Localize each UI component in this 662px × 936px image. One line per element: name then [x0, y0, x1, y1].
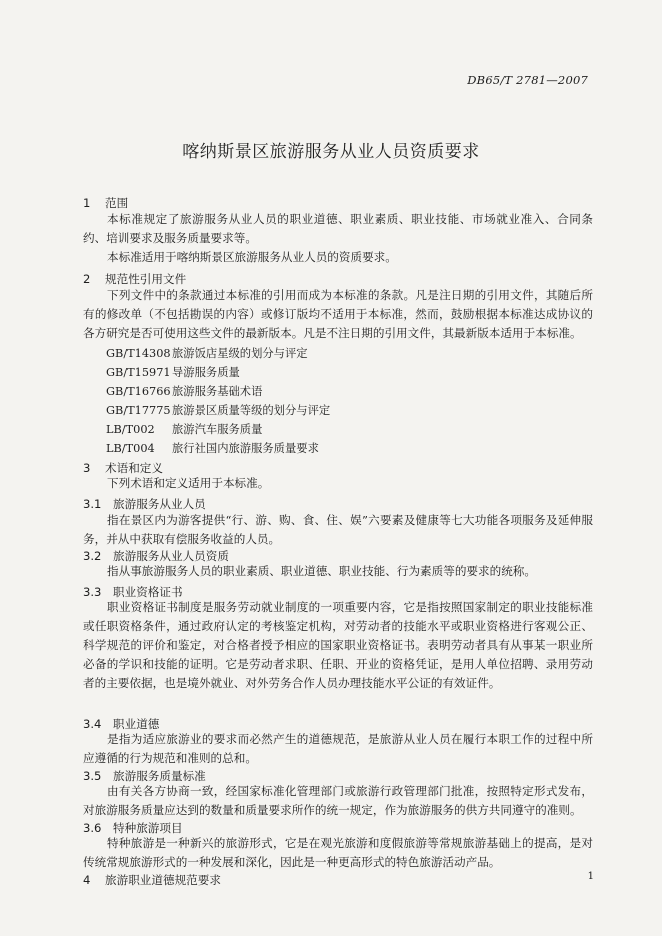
section-3-1-paragraph: 指在景区内为游客提供“行、游、购、食、住、娱”六要素及健康等七大功能各项服务及延伸服务，并从中获取有偿服务收益的人员。 [83, 513, 593, 546]
reference-code: LB/T002 [106, 423, 155, 436]
section-1-paragraph-1: 本标准规定了旅游服务从业人员的职业道德、职业素质、职业技能、市场就业准入、合同条约、培训要求及服务质量要求等。 [83, 212, 593, 245]
document-number: DB65/T 2781—2007 [467, 73, 588, 87]
section-title: 旅游职业道德规范要求 [105, 873, 221, 887]
section-title: 规范性引用文件 [105, 272, 187, 286]
section-3-4-paragraph: 是指为适应旅游业的要求而必然产生的道德规范，是旅游从业人员在履行本职工作的过程中所应遵循的行为规范和准则的总和。 [83, 732, 593, 765]
section-number: 4 [83, 873, 91, 887]
reference-item [106, 383, 262, 399]
section-3-2-paragraph: 指从事旅游服务人员的职业素质、职业道德、职业技能、行为素质等的要求的统称。 [107, 564, 536, 578]
page-number: 1 [587, 871, 594, 882]
reference-code: LB/T004 [106, 442, 155, 455]
section-4-heading [83, 872, 593, 888]
section-2-paragraph: 下列文件中的条款通过本标准的引用而成为本标准的条款。凡是注日期的引用文件，其随后所有的修改单（不包括勘误的内容）或修订版均不适用于本标准，然而，鼓励根据本标准达成协议的各方研究是否可使用这些文件的最新版本。凡是不注日期的引用文件，其最新版本适用于本标准。 [83, 288, 593, 340]
section-3-1-heading [83, 496, 593, 512]
reference-title: 旅游汽车服务质量 [172, 423, 263, 436]
section-number: 2 [83, 272, 91, 286]
section-number: 3.4 [83, 717, 102, 731]
section-3-3-paragraph: 职业资格证书制度是服务劳动就业制度的一项重要内容，它是指按照国家制定的职业技能标准或任职资格条件，通过政府认定的考核鉴定机构，对劳动者的技能水平或职业资格进行客观公正、科学规范的评价和鉴定，对合格者授予相应的国家职业资格证书。表明劳动者具有从事某一职业所必备的学识和技能的证明。它是劳动者求职、任职、开业的资格凭证，是用人单位招聘、录用劳动者的主要依据，也是境外就业、对外劳务合作人员办理技能水平公证的有效证件。 [83, 600, 593, 690]
section-number: 3.3 [83, 585, 102, 599]
section-title: 旅游服务质量标准 [113, 769, 206, 783]
page-title: 喀纳斯景区旅游服务从业人员资质要求 [182, 142, 480, 162]
section-3-paragraph: 下列术语和定义适用于本标准。 [107, 476, 270, 490]
section-number: 3 [83, 461, 91, 475]
section-title: 术语和定义 [105, 461, 163, 475]
section-title: 范围 [105, 196, 129, 210]
section-title: 特种旅游项目 [113, 821, 183, 835]
section-title: 职业资格证书 [113, 585, 183, 599]
reference-title: 旅游饭店星级的划分与评定 [172, 347, 308, 360]
section-3-6-paragraph: 特种旅游是一种新兴的旅游形式，它是在观光旅游和度假旅游等常规旅游基础上的提高，是对传统常规旅游形式的一种发展和深化，因此是一种更高形式的特色旅游活动产品。 [83, 836, 593, 869]
reference-item [106, 345, 308, 361]
section-number: 1 [83, 196, 91, 210]
reference-item [106, 421, 262, 437]
reference-code: GB/T17775 [106, 404, 171, 417]
reference-title: 导游服务质量 [172, 366, 240, 379]
reference-code: GB/T14308 [106, 347, 171, 360]
section-3-5-paragraph: 由有关各方协商一致，经国家标准化管理部门或旅游行政管理部门批准，按照特定形式发布，对旅游服务质量应达到的数量和质量要求所作的统一规定，作为旅游服务的供方共同遵守的准则。 [83, 784, 593, 817]
reference-code: GB/T15971 [106, 366, 171, 379]
section-2-heading [83, 271, 593, 287]
reference-item [106, 402, 330, 418]
reference-code: GB/T16766 [106, 385, 171, 398]
section-title: 职业道德 [113, 717, 160, 731]
section-1-heading [83, 195, 593, 211]
reference-title: 旅行社国内旅游服务质量要求 [172, 442, 319, 455]
section-title: 旅游服务从业人员 [113, 497, 206, 511]
section-number: 3.1 [83, 497, 102, 511]
section-title: 旅游服务从业人员资质 [113, 549, 229, 563]
reference-item [106, 364, 240, 380]
section-number: 3.6 [83, 821, 102, 835]
section-number: 3.2 [83, 549, 102, 563]
section-1-paragraph-2: 本标准适用于喀纳斯景区旅游服务从业人员的资质要求。 [107, 250, 397, 264]
section-number: 3.5 [83, 769, 102, 783]
reference-title: 旅游服务基础术语 [172, 385, 263, 398]
reference-title: 旅游景区质量等级的划分与评定 [172, 404, 331, 417]
reference-item [106, 440, 319, 456]
